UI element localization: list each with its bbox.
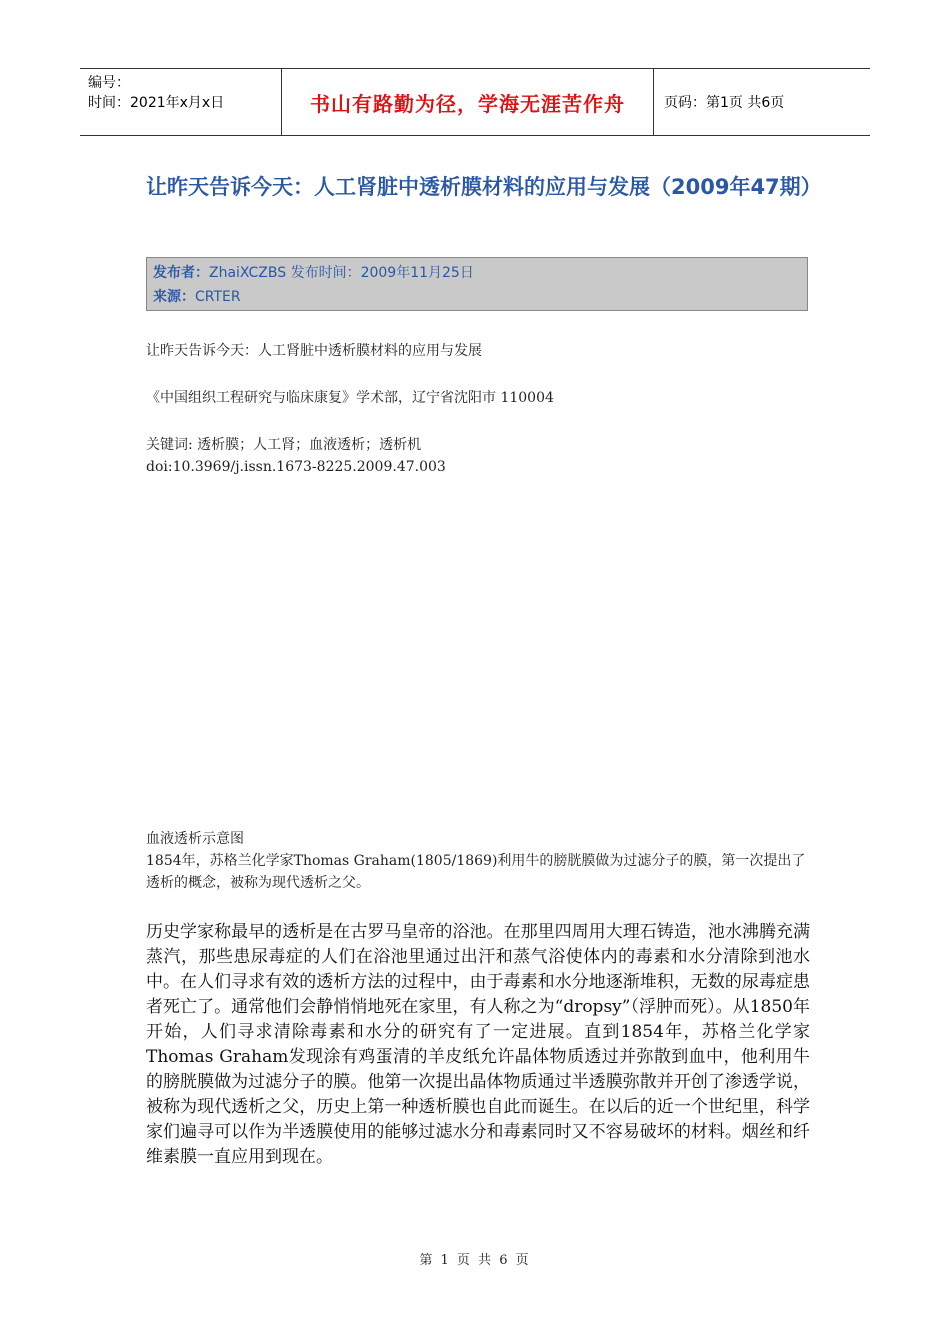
- document-header: [80, 68, 870, 136]
- article-meta-box: [146, 257, 808, 311]
- article-title: 让昨天告诉今天：人工肾脏中透析膜材料的应用与发展（2009年47期）: [146, 175, 822, 199]
- page-footer: 第 1 页 共 6 页: [419, 1253, 531, 1268]
- article-subtitle: 让昨天告诉今天：人工肾脏中透析膜材料的应用与发展: [146, 343, 482, 359]
- time-label: 时间：2021年x月x日: [88, 95, 225, 111]
- meta-publisher-value: ZhaiXCZBS 发布时间：2009年11月25日: [209, 265, 474, 281]
- meta-source-label: 来源：: [153, 289, 195, 305]
- header-meta-cell: [80, 69, 282, 135]
- article-doi: doi:10.3969/j.issn.1673-8225.2009.47.003: [146, 459, 446, 475]
- meta-publisher-label: 发布者：: [153, 265, 209, 281]
- article-affiliation: 《中国组织工程研究与临床康复》学术部，辽宁省沈阳市 110004: [146, 390, 554, 406]
- figure-note: 1854年，苏格兰化学家Thomas Graham(1805/1869)利用牛的膀胱膜做为过滤分子的膜，第一次提出了透析的概念，被称为现代透析之父。: [146, 853, 806, 891]
- header-motto: 书山有路勤为径，学海无涯苦作舟: [282, 69, 654, 135]
- header-page-code: 页码：第1页 共6页: [664, 95, 785, 111]
- meta-publisher-line: [153, 261, 801, 285]
- number-label: 编号：: [88, 75, 130, 91]
- meta-source-line: [153, 285, 801, 309]
- figure-caption: 血液透析示意图: [146, 831, 244, 847]
- article-keywords: 关键词: 透析膜；人工肾；血液透析；透析机: [146, 437, 422, 453]
- meta-source-value: CRTER: [195, 289, 241, 305]
- article-body: 历史学家称最早的透析是在古罗马皇帝的浴池。在那里四周用大理石铸造，池水沸腾充满蒸汽，那些患尿毒症的人们在浴池里通过出汗和蒸气浴使体内的毒素和水分清除到池水中。在人们寻求有效的透析方法的过程中，由于毒素和水分地逐渐堆积，无数的尿毒症患者死亡了。通常他们会静悄悄地死在家里，有人称之为“dropsy”（浮肿而死）。从1850年开始，人们寻求清除毒素和水分的研究有了一定进展。直到1854年，苏格兰化学家Thomas Graham发现涂有鸡蛋清的羊皮纸允许晶体物质透过并弥散到血中，他利用牛的膀胱膜做为过滤分子的膜。他第一次提出晶体物质通过半透膜弥散并开创了渗透学说，被称为现代透析之父，历史上第一种透析膜也自此而诞生。在以后的近一个世纪里，科学家们遍寻可以作为半透膜使用的能够过滤水分和毒素同时又不容易破坏的材料。烟丝和纤维素膜一直应用到现在。: [146, 922, 810, 1167]
